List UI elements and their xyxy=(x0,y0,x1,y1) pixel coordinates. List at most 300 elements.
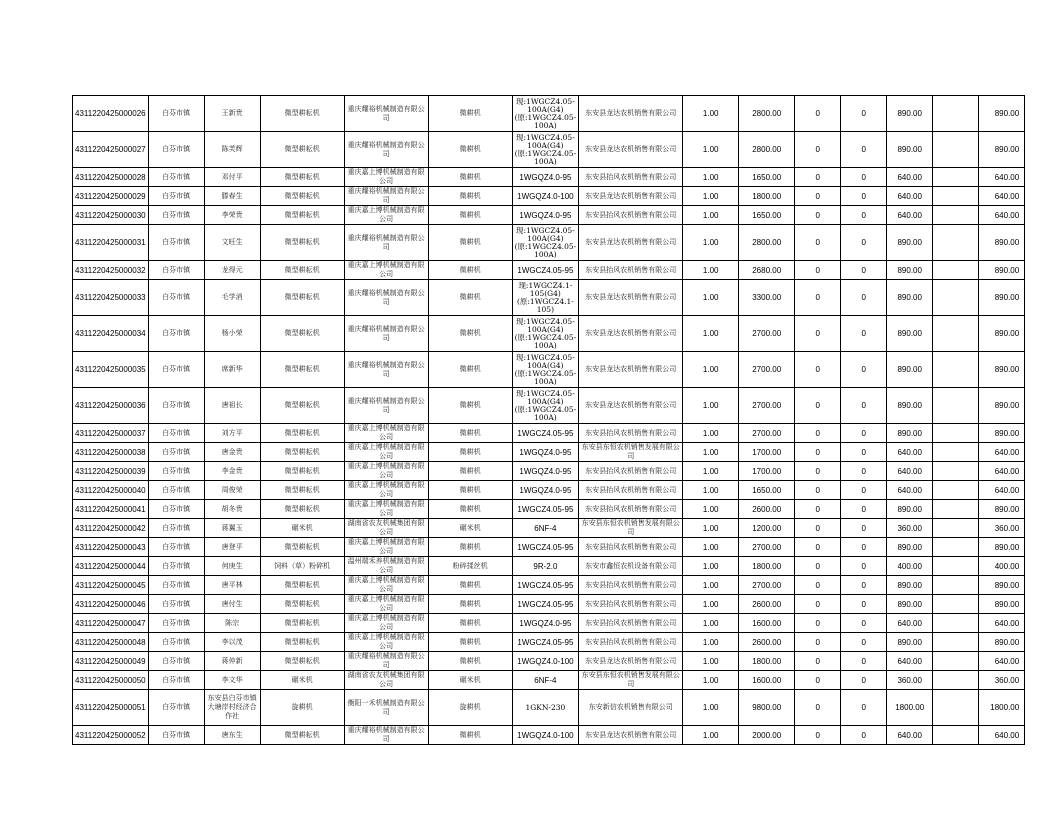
price-cell: 2700.00 xyxy=(739,352,795,388)
table-row xyxy=(73,443,1025,462)
count-b-cell: 0 xyxy=(841,187,887,206)
manufacturer-cell: 重庆嘉上博机械制造有限公司 xyxy=(344,168,428,187)
blank-cell xyxy=(933,225,979,261)
quantity-cell: 1.00 xyxy=(683,726,739,745)
quantity-cell: 1.00 xyxy=(683,206,739,225)
town-cell: 白芬市镇 xyxy=(148,168,204,187)
category-cell: 微耕机 xyxy=(428,280,512,316)
machine-item-cell: 旋耕机 xyxy=(260,690,344,726)
dealer-cell: 东安县龙达农机销售有限公司 xyxy=(579,187,683,206)
manufacturer-cell: 重庆嘉上博机械制造有限公司 xyxy=(344,614,428,633)
manufacturer-cell: 重庆耀裕机械制造有限公司 xyxy=(344,388,428,424)
count-a-cell: 0 xyxy=(795,633,841,652)
quantity-cell: 1.00 xyxy=(683,557,739,576)
count-b-cell: 0 xyxy=(841,557,887,576)
town-cell: 白芬市镇 xyxy=(148,206,204,225)
dealer-cell: 东安新信农机销售有限公司 xyxy=(579,690,683,726)
price-cell: 1650.00 xyxy=(739,481,795,500)
count-a-cell: 0 xyxy=(795,462,841,481)
category-cell: 微耕机 xyxy=(428,352,512,388)
category-cell: 微耕机 xyxy=(428,187,512,206)
table-row xyxy=(73,726,1025,745)
model-cell: 1WGCZ4.05-95 xyxy=(512,538,579,557)
total-cell: 890.00 xyxy=(979,576,1025,595)
machine-item-cell: 微型耕耘机 xyxy=(260,538,344,557)
machine-item-cell: 微型耕耘机 xyxy=(260,462,344,481)
record-id-cell: 4311220425000052 xyxy=(73,726,149,745)
count-a-cell: 0 xyxy=(795,168,841,187)
table-row xyxy=(73,481,1025,500)
blank-cell xyxy=(933,519,979,538)
quantity-cell: 1.00 xyxy=(683,261,739,280)
price-cell: 3300.00 xyxy=(739,280,795,316)
price-cell: 2800.00 xyxy=(739,225,795,261)
subsidy-cell: 640.00 xyxy=(887,652,933,671)
town-cell: 白芬市镇 xyxy=(148,690,204,726)
table-row xyxy=(73,280,1025,316)
count-b-cell: 0 xyxy=(841,280,887,316)
blank-cell xyxy=(933,316,979,352)
quantity-cell: 1.00 xyxy=(683,671,739,690)
quantity-cell: 1.00 xyxy=(683,168,739,187)
category-cell: 微耕机 xyxy=(428,443,512,462)
model-cell: 现:1WGCZ4.05-100A(G4)(原:1WGCZ4.05-100A) xyxy=(512,388,579,424)
subsidy-cell: 360.00 xyxy=(887,671,933,690)
count-b-cell: 0 xyxy=(841,519,887,538)
model-cell: 现:1WGCZ4.05-100A(G4)(原:1WGCZ4.05-100A) xyxy=(512,352,579,388)
subsidy-cell: 890.00 xyxy=(887,280,933,316)
category-cell: 微耕机 xyxy=(428,261,512,280)
count-b-cell: 0 xyxy=(841,633,887,652)
blank-cell xyxy=(933,595,979,614)
buyer-name-cell: 席新华 xyxy=(204,352,260,388)
subsidy-cell: 890.00 xyxy=(887,424,933,443)
machine-item-cell: 微型耕耘机 xyxy=(260,500,344,519)
buyer-name-cell: 李以茂 xyxy=(204,633,260,652)
town-cell: 白芬市镇 xyxy=(148,671,204,690)
town-cell: 白芬市镇 xyxy=(148,519,204,538)
manufacturer-cell: 重庆嘉上博机械制造有限公司 xyxy=(344,500,428,519)
manufacturer-cell: 重庆嘉上博机械制造有限公司 xyxy=(344,538,428,557)
manufacturer-cell: 重庆耀裕机械制造有限公司 xyxy=(344,652,428,671)
price-cell: 2600.00 xyxy=(739,500,795,519)
record-id-cell: 4311220425000034 xyxy=(73,316,149,352)
subsidy-cell: 890.00 xyxy=(887,595,933,614)
table-row xyxy=(73,96,1025,132)
model-cell: 1WGQZ4.0-95 xyxy=(512,168,579,187)
subsidy-cell: 890.00 xyxy=(887,538,933,557)
buyer-name-cell: 杨小荣 xyxy=(204,316,260,352)
quantity-cell: 1.00 xyxy=(683,576,739,595)
total-cell: 360.00 xyxy=(979,519,1025,538)
count-b-cell: 0 xyxy=(841,671,887,690)
machine-item-cell: 微型耕耘机 xyxy=(260,424,344,443)
machine-item-cell: 碾米机 xyxy=(260,519,344,538)
machine-item-cell: 微型耕耘机 xyxy=(260,481,344,500)
table-row xyxy=(73,614,1025,633)
count-a-cell: 0 xyxy=(795,671,841,690)
table-row xyxy=(73,388,1025,424)
blank-cell xyxy=(933,671,979,690)
buyer-name-cell: 蒋翼玉 xyxy=(204,519,260,538)
dealer-cell: 东安县龙达农机销售有限公司 xyxy=(579,352,683,388)
blank-cell xyxy=(933,557,979,576)
category-cell: 微耕机 xyxy=(428,481,512,500)
dealer-cell: 东安县抬风农机销售有限公司 xyxy=(579,500,683,519)
model-cell: 1WGQZ4.0-95 xyxy=(512,462,579,481)
subsidy-cell: 640.00 xyxy=(887,614,933,633)
blank-cell xyxy=(933,481,979,500)
table-row xyxy=(73,576,1025,595)
buyer-name-cell: 陈宗 xyxy=(204,614,260,633)
model-cell: 1WGCZ4.05-95 xyxy=(512,595,579,614)
price-cell: 1650.00 xyxy=(739,206,795,225)
table-row xyxy=(73,633,1025,652)
dealer-cell: 东安县抬风农机销售有限公司 xyxy=(579,538,683,557)
buyer-name-cell: 毛学消 xyxy=(204,280,260,316)
price-cell: 2000.00 xyxy=(739,726,795,745)
price-cell: 9800.00 xyxy=(739,690,795,726)
manufacturer-cell: 重庆嘉上博机械制造有限公司 xyxy=(344,443,428,462)
count-a-cell: 0 xyxy=(795,206,841,225)
machine-item-cell: 微型耕耘机 xyxy=(260,614,344,633)
town-cell: 白芬市镇 xyxy=(148,187,204,206)
category-cell: 微耕机 xyxy=(428,316,512,352)
buyer-name-cell: 何庚生 xyxy=(204,557,260,576)
buyer-name-cell: 东安县白芬市镇大塘岸村经济合作社 xyxy=(204,690,260,726)
model-cell: 1WGQZ4.0-100 xyxy=(512,187,579,206)
town-cell: 白芬市镇 xyxy=(148,225,204,261)
model-cell: 1WGQZ4.0-95 xyxy=(512,481,579,500)
blank-cell xyxy=(933,132,979,168)
blank-cell xyxy=(933,538,979,557)
record-id-cell: 4311220425000046 xyxy=(73,595,149,614)
subsidy-cell: 890.00 xyxy=(887,225,933,261)
blank-cell xyxy=(933,187,979,206)
count-a-cell: 0 xyxy=(795,614,841,633)
total-cell: 890.00 xyxy=(979,280,1025,316)
subsidy-cell: 640.00 xyxy=(887,206,933,225)
total-cell: 890.00 xyxy=(979,538,1025,557)
blank-cell xyxy=(933,96,979,132)
town-cell: 白芬市镇 xyxy=(148,576,204,595)
count-b-cell: 0 xyxy=(841,481,887,500)
machine-item-cell: 微型耕耘机 xyxy=(260,206,344,225)
table-row xyxy=(73,557,1025,576)
town-cell: 白芬市镇 xyxy=(148,132,204,168)
count-b-cell: 0 xyxy=(841,96,887,132)
category-cell: 微耕机 xyxy=(428,633,512,652)
table-row xyxy=(73,595,1025,614)
machine-item-cell: 微型耕耘机 xyxy=(260,352,344,388)
quantity-cell: 1.00 xyxy=(683,519,739,538)
buyer-name-cell: 唐登平 xyxy=(204,538,260,557)
blank-cell xyxy=(933,576,979,595)
count-b-cell: 0 xyxy=(841,352,887,388)
record-id-cell: 4311220425000049 xyxy=(73,652,149,671)
town-cell: 白芬市镇 xyxy=(148,557,204,576)
machine-item-cell: 微型耕耘机 xyxy=(260,316,344,352)
manufacturer-cell: 重庆嘉上博机械制造有限公司 xyxy=(344,206,428,225)
buyer-name-cell: 周俊荣 xyxy=(204,481,260,500)
total-cell: 640.00 xyxy=(979,206,1025,225)
record-id-cell: 4311220425000041 xyxy=(73,500,149,519)
count-a-cell: 0 xyxy=(795,187,841,206)
count-b-cell: 0 xyxy=(841,690,887,726)
dealer-cell: 东安县抬风农机销售有限公司 xyxy=(579,595,683,614)
table-row xyxy=(73,519,1025,538)
model-cell: 1GKN-230 xyxy=(512,690,579,726)
subsidy-cell: 360.00 xyxy=(887,519,933,538)
model-cell: 1WGCZ4.05-95 xyxy=(512,633,579,652)
manufacturer-cell: 重庆耀裕机械制造有限公司 xyxy=(344,726,428,745)
total-cell: 890.00 xyxy=(979,388,1025,424)
total-cell: 890.00 xyxy=(979,595,1025,614)
model-cell: 1WGQZ4.0-95 xyxy=(512,443,579,462)
subsidy-cell: 640.00 xyxy=(887,187,933,206)
machine-item-cell: 微型耕耘机 xyxy=(260,261,344,280)
category-cell: 微耕机 xyxy=(428,500,512,519)
count-b-cell: 0 xyxy=(841,316,887,352)
manufacturer-cell: 重庆耀裕机械制造有限公司 xyxy=(344,352,428,388)
count-b-cell: 0 xyxy=(841,538,887,557)
total-cell: 890.00 xyxy=(979,96,1025,132)
blank-cell xyxy=(933,690,979,726)
table-row xyxy=(73,500,1025,519)
price-cell: 2800.00 xyxy=(739,96,795,132)
town-cell: 白芬市镇 xyxy=(148,388,204,424)
model-cell: 6NF-4 xyxy=(512,519,579,538)
total-cell: 890.00 xyxy=(979,261,1025,280)
subsidy-cell: 890.00 xyxy=(887,500,933,519)
quantity-cell: 1.00 xyxy=(683,652,739,671)
count-a-cell: 0 xyxy=(795,225,841,261)
count-a-cell: 0 xyxy=(795,690,841,726)
town-cell: 白芬市镇 xyxy=(148,500,204,519)
subsidy-cell: 640.00 xyxy=(887,168,933,187)
manufacturer-cell: 重庆耀裕机械制造有限公司 xyxy=(344,187,428,206)
manufacturer-cell: 重庆嘉上博机械制造有限公司 xyxy=(344,633,428,652)
manufacturer-cell: 湖南省农友机械集团有限公司 xyxy=(344,671,428,690)
price-cell: 1800.00 xyxy=(739,557,795,576)
subsidy-cell: 890.00 xyxy=(887,633,933,652)
category-cell: 微耕机 xyxy=(428,652,512,671)
town-cell: 白芬市镇 xyxy=(148,261,204,280)
buyer-name-cell: 刘方平 xyxy=(204,424,260,443)
buyer-name-cell: 唐祖长 xyxy=(204,388,260,424)
category-cell: 微耕机 xyxy=(428,206,512,225)
price-cell: 1800.00 xyxy=(739,652,795,671)
quantity-cell: 1.00 xyxy=(683,225,739,261)
machine-item-cell: 饲料（草）粉碎机 xyxy=(260,557,344,576)
total-cell: 360.00 xyxy=(979,671,1025,690)
total-cell: 640.00 xyxy=(979,168,1025,187)
count-a-cell: 0 xyxy=(795,132,841,168)
quantity-cell: 1.00 xyxy=(683,316,739,352)
quantity-cell: 1.00 xyxy=(683,443,739,462)
record-id-cell: 4311220425000036 xyxy=(73,388,149,424)
buyer-name-cell: 陈芙辉 xyxy=(204,132,260,168)
record-id-cell: 4311220425000026 xyxy=(73,96,149,132)
dealer-cell: 东安县抬风农机销售有限公司 xyxy=(579,261,683,280)
dealer-cell: 东安县抬风农机销售有限公司 xyxy=(579,576,683,595)
count-b-cell: 0 xyxy=(841,614,887,633)
count-b-cell: 0 xyxy=(841,168,887,187)
category-cell: 微耕机 xyxy=(428,96,512,132)
price-cell: 2800.00 xyxy=(739,132,795,168)
count-a-cell: 0 xyxy=(795,595,841,614)
subsidy-cell: 400.00 xyxy=(887,557,933,576)
town-cell: 白芬市镇 xyxy=(148,538,204,557)
dealer-cell: 东安县抬风农机销售有限公司 xyxy=(579,614,683,633)
price-cell: 1600.00 xyxy=(739,671,795,690)
record-id-cell: 4311220425000045 xyxy=(73,576,149,595)
town-cell: 白芬市镇 xyxy=(148,280,204,316)
count-b-cell: 0 xyxy=(841,388,887,424)
category-cell: 旋耕机 xyxy=(428,690,512,726)
total-cell: 640.00 xyxy=(979,443,1025,462)
subsidy-cell: 640.00 xyxy=(887,481,933,500)
quantity-cell: 1.00 xyxy=(683,132,739,168)
blank-cell xyxy=(933,633,979,652)
machine-item-cell: 微型耕耘机 xyxy=(260,280,344,316)
model-cell: 现:1WGCZ4.05-100A(G4)(原:1WGCZ4.05-100A) xyxy=(512,225,579,261)
record-id-cell: 4311220425000039 xyxy=(73,462,149,481)
count-a-cell: 0 xyxy=(795,280,841,316)
count-b-cell: 0 xyxy=(841,424,887,443)
town-cell: 白芬市镇 xyxy=(148,462,204,481)
count-a-cell: 0 xyxy=(795,96,841,132)
count-a-cell: 0 xyxy=(795,500,841,519)
record-id-cell: 4311220425000037 xyxy=(73,424,149,443)
record-id-cell: 4311220425000032 xyxy=(73,261,149,280)
dealer-cell: 东安县抬风农机销售有限公司 xyxy=(579,633,683,652)
manufacturer-cell: 重庆耀裕机械制造有限公司 xyxy=(344,316,428,352)
count-b-cell: 0 xyxy=(841,726,887,745)
total-cell: 1800.00 xyxy=(979,690,1025,726)
dealer-cell: 东安县龙达农机销售有限公司 xyxy=(579,316,683,352)
quantity-cell: 1.00 xyxy=(683,187,739,206)
category-cell: 微耕机 xyxy=(428,595,512,614)
category-cell: 微耕机 xyxy=(428,726,512,745)
count-b-cell: 0 xyxy=(841,261,887,280)
subsidy-cell: 890.00 xyxy=(887,132,933,168)
price-cell: 2600.00 xyxy=(739,595,795,614)
table-row xyxy=(73,462,1025,481)
manufacturer-cell: 重庆嘉上博机械制造有限公司 xyxy=(344,462,428,481)
record-id-cell: 4311220425000043 xyxy=(73,538,149,557)
record-id-cell: 4311220425000038 xyxy=(73,443,149,462)
buyer-name-cell: 滕春生 xyxy=(204,187,260,206)
count-a-cell: 0 xyxy=(795,261,841,280)
model-cell: 现:1WGCZ4.05-100A(G4)(原:1WGCZ4.05-100A) xyxy=(512,316,579,352)
blank-cell xyxy=(933,280,979,316)
buyer-name-cell: 蒋仲新 xyxy=(204,652,260,671)
manufacturer-cell: 湖南省农友机械集团有限公司 xyxy=(344,519,428,538)
manufacturer-cell: 温州瑞禾养机械制造有限公司 xyxy=(344,557,428,576)
blank-cell xyxy=(933,462,979,481)
buyer-name-cell: 龙得元 xyxy=(204,261,260,280)
dealer-cell: 东安县龙达农机销售有限公司 xyxy=(579,280,683,316)
total-cell: 400.00 xyxy=(979,557,1025,576)
model-cell: 现:1WGCZ4.05-100A(G4)(原:1WGCZ4.05-100A) xyxy=(512,96,579,132)
town-cell: 白芬市镇 xyxy=(148,443,204,462)
model-cell: 1WGCZ4.05-95 xyxy=(512,424,579,443)
dealer-cell: 东安县龙达农机销售有限公司 xyxy=(579,96,683,132)
quantity-cell: 1.00 xyxy=(683,424,739,443)
count-a-cell: 0 xyxy=(795,352,841,388)
total-cell: 640.00 xyxy=(979,187,1025,206)
manufacturer-cell: 重庆耀裕机械制造有限公司 xyxy=(344,280,428,316)
record-id-cell: 4311220425000028 xyxy=(73,168,149,187)
count-a-cell: 0 xyxy=(795,481,841,500)
dealer-cell: 东安县抬风农机销售有限公司 xyxy=(579,462,683,481)
blank-cell xyxy=(933,352,979,388)
table-row xyxy=(73,690,1025,726)
blank-cell xyxy=(933,206,979,225)
quantity-cell: 1.00 xyxy=(683,633,739,652)
quantity-cell: 1.00 xyxy=(683,500,739,519)
quantity-cell: 1.00 xyxy=(683,280,739,316)
total-cell: 890.00 xyxy=(979,424,1025,443)
total-cell: 890.00 xyxy=(979,132,1025,168)
blank-cell xyxy=(933,168,979,187)
buyer-name-cell: 李文华 xyxy=(204,671,260,690)
subsidy-cell: 1800.00 xyxy=(887,690,933,726)
total-cell: 640.00 xyxy=(979,481,1025,500)
dealer-cell: 东安县龙达农机销售有限公司 xyxy=(579,132,683,168)
manufacturer-cell: 重庆嘉上博机械制造有限公司 xyxy=(344,424,428,443)
category-cell: 微耕机 xyxy=(428,614,512,633)
count-b-cell: 0 xyxy=(841,576,887,595)
count-b-cell: 0 xyxy=(841,462,887,481)
price-cell: 2700.00 xyxy=(739,388,795,424)
dealer-cell: 东安县龙达农机销售有限公司 xyxy=(579,225,683,261)
manufacturer-cell: 重庆耀裕机械制造有限公司 xyxy=(344,96,428,132)
table-row xyxy=(73,424,1025,443)
dealer-cell: 东安县龙达农机销售有限公司 xyxy=(579,388,683,424)
model-cell: 9R-2.0 xyxy=(512,557,579,576)
category-cell: 微耕机 xyxy=(428,225,512,261)
price-cell: 1650.00 xyxy=(739,168,795,187)
subsidy-cell: 890.00 xyxy=(887,352,933,388)
machine-item-cell: 微型耕耘机 xyxy=(260,595,344,614)
quantity-cell: 1.00 xyxy=(683,595,739,614)
table-row xyxy=(73,538,1025,557)
dealer-cell: 东安县东恒农机销售发展有限公司 xyxy=(579,519,683,538)
town-cell: 白芬市镇 xyxy=(148,424,204,443)
town-cell: 白芬市镇 xyxy=(148,726,204,745)
count-a-cell: 0 xyxy=(795,652,841,671)
manufacturer-cell: 重庆嘉上博机械制造有限公司 xyxy=(344,481,428,500)
record-id-cell: 4311220425000030 xyxy=(73,206,149,225)
dealer-cell: 东安县抬风农机销售有限公司 xyxy=(579,424,683,443)
count-b-cell: 0 xyxy=(841,652,887,671)
total-cell: 640.00 xyxy=(979,462,1025,481)
count-a-cell: 0 xyxy=(795,576,841,595)
count-b-cell: 0 xyxy=(841,132,887,168)
buyer-name-cell: 唐付生 xyxy=(204,595,260,614)
count-b-cell: 0 xyxy=(841,500,887,519)
price-cell: 2700.00 xyxy=(739,576,795,595)
buyer-name-cell: 邓付平 xyxy=(204,168,260,187)
machine-item-cell: 微型耕耘机 xyxy=(260,187,344,206)
count-a-cell: 0 xyxy=(795,557,841,576)
table-row xyxy=(73,168,1025,187)
table-body xyxy=(73,96,1025,745)
table-row xyxy=(73,261,1025,280)
record-id-cell: 4311220425000029 xyxy=(73,187,149,206)
